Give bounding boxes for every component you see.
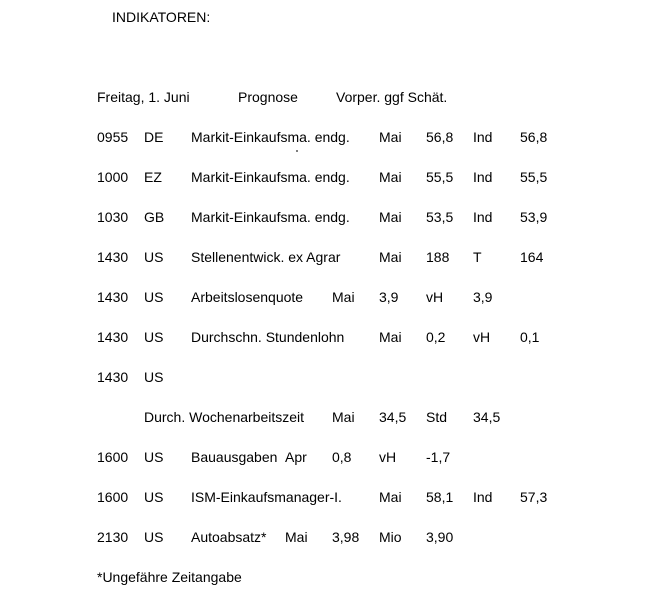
row-4-forecast: 3,9 bbox=[379, 289, 399, 305]
row-6-time: 1430 bbox=[97, 369, 129, 385]
row-1-prior: 55,5 bbox=[520, 169, 548, 185]
row-8-indicator: Bauausgaben bbox=[191, 449, 278, 465]
row-5-time: 1430 bbox=[97, 329, 129, 345]
row-7-forecast: 34,5 bbox=[379, 409, 407, 425]
row-5-indicator: Durchschn. Stundenlohn bbox=[191, 329, 345, 345]
row-4-time: 1430 bbox=[97, 289, 129, 305]
row-1-unit: Ind bbox=[473, 169, 493, 185]
row-10-prior: 3,90 bbox=[426, 529, 454, 545]
row-1-forecast: 55,5 bbox=[426, 169, 454, 185]
row-2-forecast: 53,5 bbox=[426, 209, 454, 225]
row-7-indicator: Durch. Wochenarbeitszeit bbox=[144, 409, 305, 425]
row-1-country: EZ bbox=[144, 169, 162, 185]
row-10-unit: Mio bbox=[379, 529, 402, 545]
row-3-country: US bbox=[144, 249, 164, 265]
row-0-forecast: 56,8 bbox=[426, 129, 454, 145]
row-8-forecast: 0,8 bbox=[332, 449, 352, 465]
row-9-country: US bbox=[144, 489, 164, 505]
row-2-unit: Ind bbox=[473, 209, 493, 225]
row-4-period: Mai bbox=[332, 289, 355, 305]
row-10-forecast: 3,98 bbox=[332, 529, 360, 545]
row-9-period: Mai bbox=[379, 489, 402, 505]
row-0-unit: Ind bbox=[473, 129, 493, 145]
row-3-period: Mai bbox=[379, 249, 402, 265]
row-3-forecast: 188 bbox=[426, 249, 450, 265]
row-1-time: 1000 bbox=[97, 169, 129, 185]
footnote: *Ungefähre Zeitangabe bbox=[97, 569, 242, 585]
row-2-indicator: Markit-Einkaufsma. endg. bbox=[191, 209, 350, 225]
row-9-indicator: ISM-Einkaufsmanager-I. bbox=[191, 489, 342, 505]
row-7-unit: Std bbox=[426, 409, 448, 425]
row-8-period: Apr bbox=[285, 449, 307, 465]
row-10-period: Mai bbox=[285, 529, 308, 545]
row-4-prior: 3,9 bbox=[473, 289, 493, 305]
row-10-time: 2130 bbox=[97, 529, 129, 545]
stray-dot bbox=[296, 150, 298, 152]
row-7-period: Mai bbox=[332, 409, 355, 425]
row-3-prior: 164 bbox=[520, 249, 544, 265]
row-5-forecast: 0,2 bbox=[426, 329, 446, 345]
row-10-country: US bbox=[144, 529, 164, 545]
row-1-indicator: Markit-Einkaufsma. endg. bbox=[191, 169, 350, 185]
row-0-prior: 56,8 bbox=[520, 129, 548, 145]
row-4-country: US bbox=[144, 289, 164, 305]
row-0-period: Mai bbox=[379, 129, 402, 145]
row-5-prior: 0,1 bbox=[520, 329, 540, 345]
row-4-unit: vH bbox=[426, 289, 444, 305]
row-0-indicator: Markit-Einkaufsma. endg. bbox=[191, 129, 350, 145]
row-8-prior: -1,7 bbox=[426, 449, 451, 465]
row-5-period: Mai bbox=[379, 329, 402, 345]
row-2-prior: 53,9 bbox=[520, 209, 548, 225]
row-9-time: 1600 bbox=[97, 489, 129, 505]
header-prior: Vorper. ggf Schät. bbox=[336, 89, 448, 105]
row-9-unit: Ind bbox=[473, 489, 493, 505]
row-2-period: Mai bbox=[379, 209, 402, 225]
row-2-country: GB bbox=[144, 209, 165, 225]
row-6-country: US bbox=[144, 369, 164, 385]
row-1-period: Mai bbox=[379, 169, 402, 185]
row-5-country: US bbox=[144, 329, 164, 345]
row-9-prior: 57,3 bbox=[520, 489, 548, 505]
row-9-forecast: 58,1 bbox=[426, 489, 454, 505]
row-8-country: US bbox=[144, 449, 164, 465]
row-4-indicator: Arbeitslosenquote bbox=[191, 289, 304, 305]
row-5-unit: vH bbox=[473, 329, 491, 345]
row-3-indicator: Stellenentwick. ex Agrar bbox=[191, 249, 341, 265]
row-0-time: 0955 bbox=[97, 129, 129, 145]
row-3-time: 1430 bbox=[97, 249, 129, 265]
page-title: INDIKATOREN: bbox=[112, 9, 211, 25]
row-8-time: 1600 bbox=[97, 449, 129, 465]
row-3-unit: T bbox=[473, 249, 482, 265]
row-7-prior: 34,5 bbox=[473, 409, 501, 425]
header-forecast: Prognose bbox=[238, 89, 298, 105]
row-10-indicator: Autoabsatz* bbox=[191, 529, 267, 545]
row-8-unit: vH bbox=[379, 449, 397, 465]
row-2-time: 1030 bbox=[97, 209, 129, 225]
row-0-country: DE bbox=[144, 129, 164, 145]
header-date: Freitag, 1. Juni bbox=[97, 89, 190, 105]
